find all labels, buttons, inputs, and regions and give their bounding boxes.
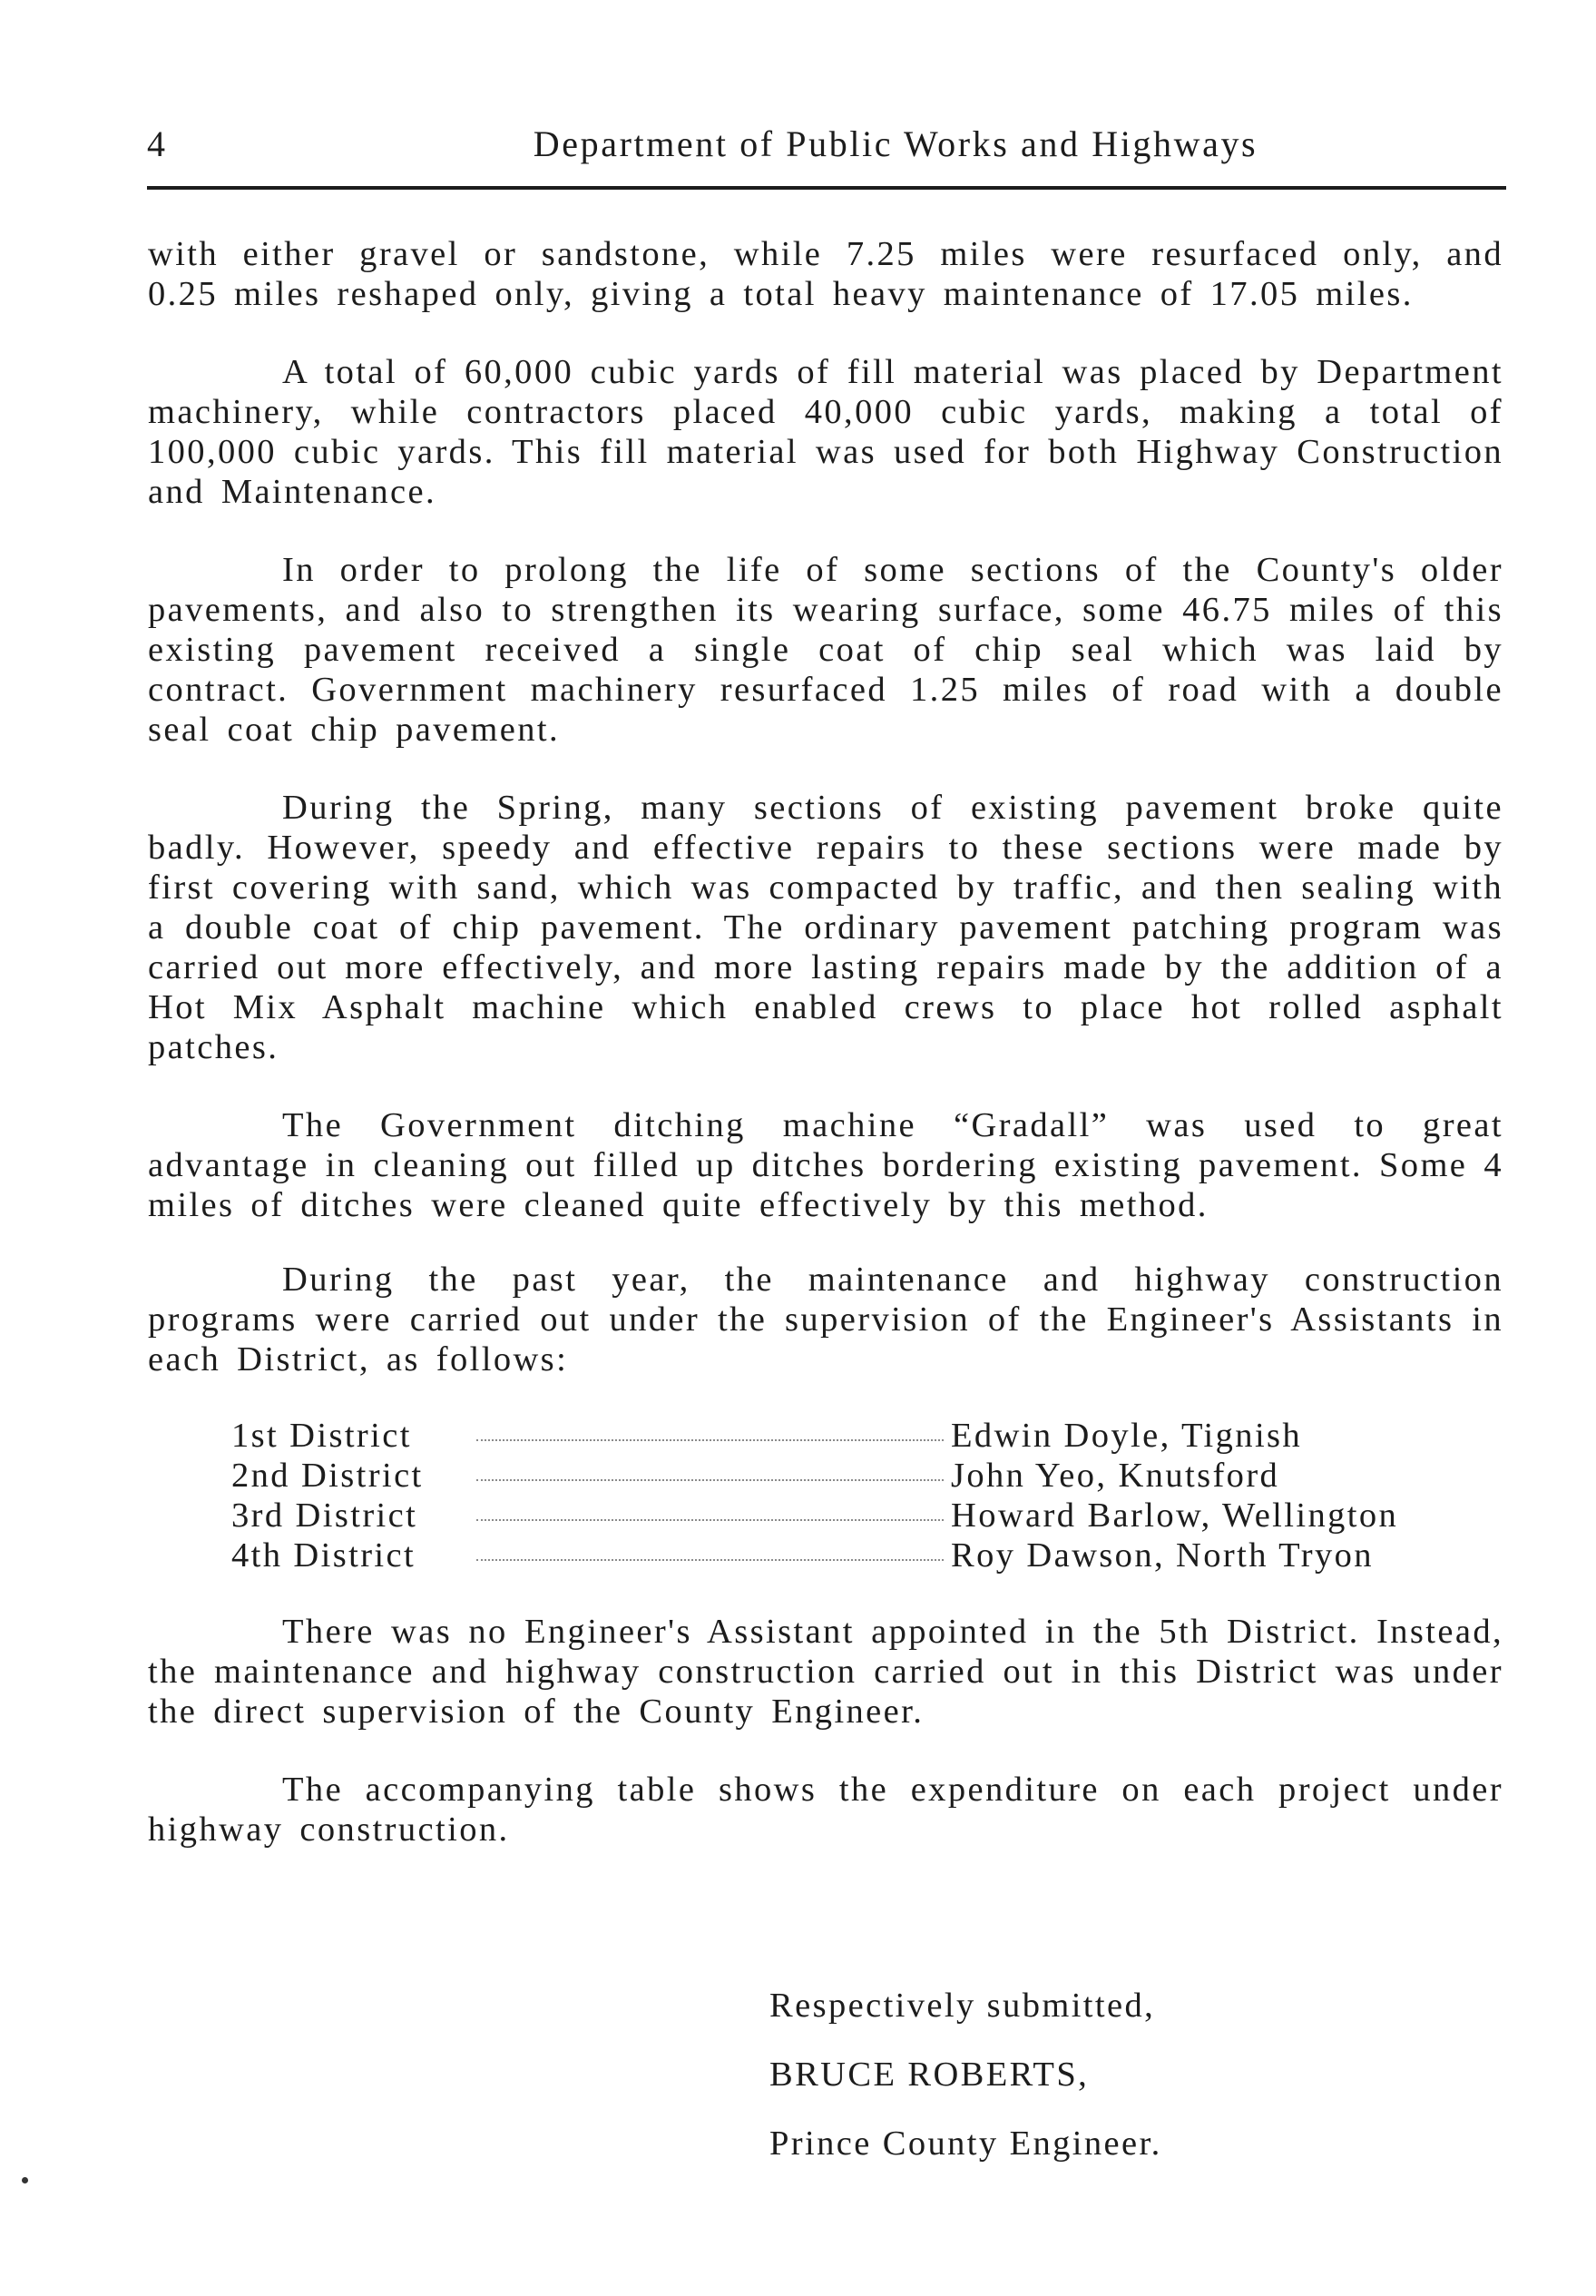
paragraph-supervision: During the past year, the maintenance and highway construction programs were carried out under the supervision of the Engineer's Assistants in each District, as follows: xyxy=(148,1261,1503,1379)
body-text xyxy=(148,234,1503,1850)
district-name: 4th District xyxy=(231,1536,416,1575)
district-name: 3rd District xyxy=(231,1496,418,1535)
header-rule xyxy=(147,186,1506,190)
closing-line: Respectively submitted, xyxy=(769,1987,1156,2025)
stray-ink-dot xyxy=(22,2177,28,2183)
paragraph-chip-seal: In order to prolong the life of some sections of the County's older pavements, and also to strengthen its wearing surface, some 46.75 miles of this existing pavement received a single coat of chip seal which was laid by contract. Government machinery resurfaced 1.25 miles of road with a double seal coat chip pavement. xyxy=(148,551,1503,749)
running-title: Department of Public Works and Highways xyxy=(533,123,1258,164)
assistant-name: John Yeo, Knutsford xyxy=(951,1457,1280,1495)
paragraph-heavy-maintenance: with either gravel or sandstone, while 7.25 miles were resurfaced only, and 0.25 miles reshaped only, giving a total heavy maintenance of 17.05 miles. xyxy=(148,235,1503,313)
list-item xyxy=(231,1456,1503,1496)
leader-dots xyxy=(476,1517,944,1521)
district-assistant-list xyxy=(231,1416,1503,1575)
assistant-name: Howard Barlow, Wellington xyxy=(951,1496,1399,1535)
assistant-name: Roy Dawson, North Tryon xyxy=(951,1536,1374,1575)
list-item xyxy=(231,1416,1503,1456)
signatory-name: BRUCE ROBERTS, xyxy=(769,2056,1090,2094)
page-number: 4 xyxy=(147,123,166,164)
signature-block xyxy=(769,1986,1405,2193)
page-header xyxy=(147,123,1504,177)
list-item xyxy=(231,1496,1503,1536)
district-name: 2nd District xyxy=(231,1457,424,1495)
district-name: 1st District xyxy=(231,1417,412,1455)
list-item xyxy=(231,1536,1503,1575)
paragraph-gradall: The Government ditching machine “Gradall” was used to great advantage in cleaning out filled up ditches bordering existing pavement. Some 4 miles of ditches were cleaned quite effectively by this method. xyxy=(148,1106,1503,1224)
paragraph-fifth-district: There was no Engineer's Assistant appointed in the 5th District. Instead, the maintenance and highway construction carried out in this District was under the direct supervision of the County Engineer. xyxy=(148,1613,1503,1731)
signatory-title: Prince County Engineer. xyxy=(769,2124,1162,2163)
paragraph-spring-repairs: During the Spring, many sections of existing pavement broke quite badly. However, speedy and effective repairs to these sections were made by first covering with sand, which was compacted by traffic, and then sealing with a double coat of chip pavement. The ordinary pavement patching program was carried out more effectively, and more lasting repairs made by the addition of a Hot Mix Asphalt machine which enabled crews to place hot rolled asphalt patches. xyxy=(148,789,1503,1066)
paragraph-fill-material: A total of 60,000 cubic yards of fill material was placed by Department machinery, while contractors placed 40,000 cubic yards, making a total of 100,000 cubic yards. This fill material was used for both Highway Construction and Maintenance. xyxy=(148,353,1503,511)
paragraph-expenditure-table: The accompanying table shows the expenditure on each project under highway construction. xyxy=(148,1771,1503,1849)
leader-dots xyxy=(476,1437,944,1441)
assistant-name: Edwin Doyle, Tignish xyxy=(951,1417,1303,1455)
leader-dots xyxy=(476,1477,944,1481)
leader-dots xyxy=(476,1557,944,1561)
